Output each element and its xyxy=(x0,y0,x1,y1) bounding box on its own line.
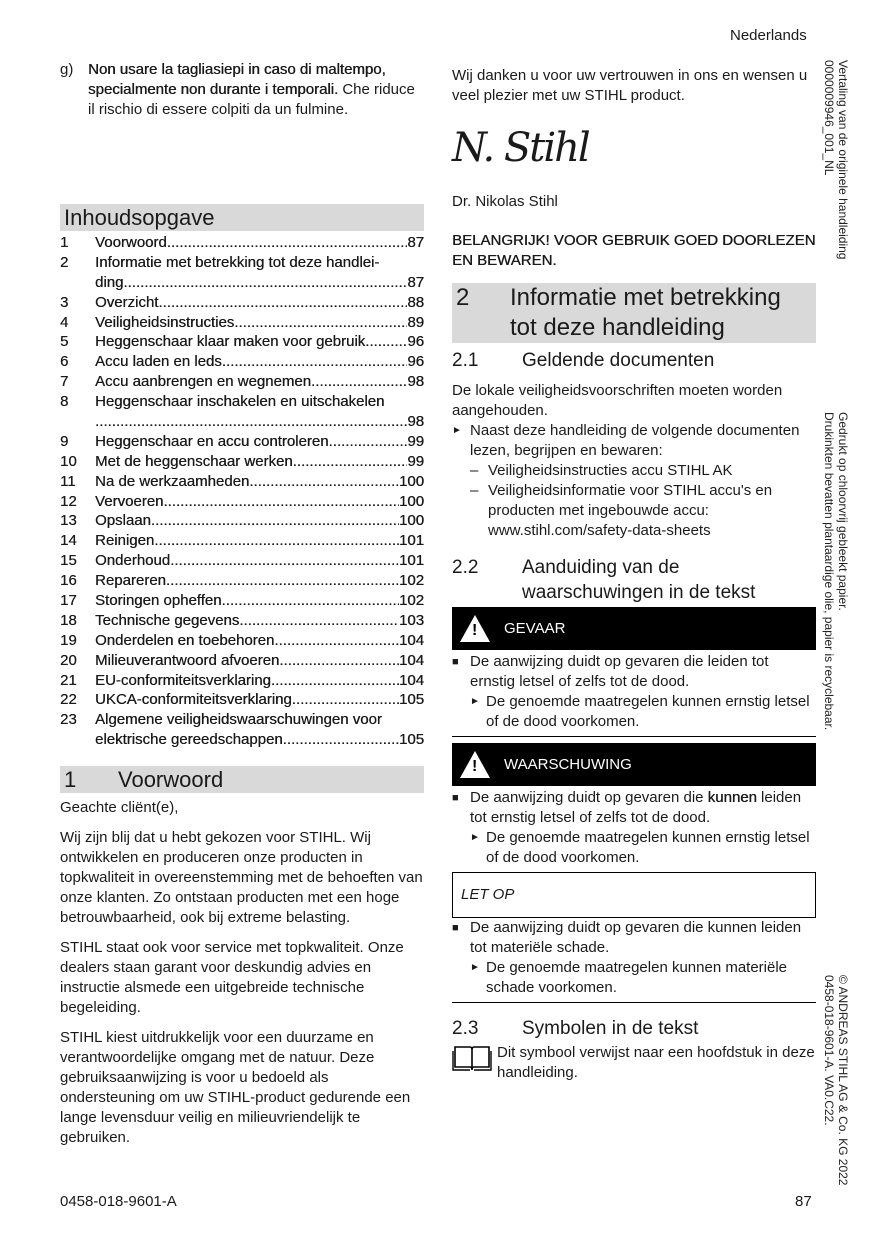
arrow-bullet-icon: ► xyxy=(470,696,480,707)
toc-number: 22 xyxy=(60,691,77,709)
section-1-body xyxy=(60,798,424,1158)
toc-number: 2 xyxy=(60,253,69,271)
toc-leader xyxy=(239,611,399,631)
toc-page: 100 xyxy=(398,472,424,490)
toc-leader xyxy=(166,571,399,591)
subsection-title: Symbolen in de tekst xyxy=(522,1018,699,1039)
toc-title: Veiligheidsinstructies xyxy=(95,313,235,331)
section-number: 2 xyxy=(456,284,470,311)
toc-title: Repareren xyxy=(95,572,166,590)
toc-leader xyxy=(95,412,407,432)
toc-entry[interactable] xyxy=(60,293,424,313)
toc-entry-continuation[interactable] xyxy=(60,730,424,750)
signature: N. Stihl xyxy=(452,125,589,171)
toc-title: Reinigen xyxy=(95,532,155,550)
toc-entry[interactable] xyxy=(60,432,424,452)
subsection-number: 2.1 xyxy=(452,350,479,371)
toc-page: 87 xyxy=(407,234,424,251)
toc-title: Met de heggenschaar werken xyxy=(95,452,293,470)
toc-page: 98 xyxy=(407,413,424,431)
sub-text: De genoemde maatregelen kunnen materiële schade voorkomen. xyxy=(486,959,788,996)
toc-leader xyxy=(222,352,408,372)
toc-title: Onderhoud xyxy=(95,552,171,570)
toc-entry[interactable] xyxy=(60,631,424,651)
toc-leader xyxy=(274,631,399,651)
toc-number: 6 xyxy=(60,353,69,371)
toc-page: 96 xyxy=(407,353,424,371)
toc-title: Accu laden en leds xyxy=(95,353,222,371)
paragraph: STIHL kiest uitdrukkelijk voor een duurzame en verantwoordelijke omgang met de natuur. Deze gebruiksaanwijzing is voor u bedoeld als ondersteuning om uw STIHL-product gedurende een lange levensduur veilig en milieuvriendelijk te gebruiken. xyxy=(60,1029,411,1146)
item-text: Che riduce il rischio di essere colpiti da un fulmine. xyxy=(88,81,415,118)
sub-text: De genoemde maatregelen kunnen ernstig letsel of de dood voorkomen. xyxy=(486,693,810,730)
square-bullet-icon: ■ xyxy=(452,922,459,934)
bullet-text: De aanwijzing duidt op gevaren die xyxy=(470,789,708,806)
toc-entry[interactable] xyxy=(60,571,424,591)
sub-text: De genoemde maatregelen kunnen ernstig letsel of de dood voorkomen. xyxy=(486,829,810,866)
toc-title: Overzicht xyxy=(95,293,159,311)
danger-label: GEVAAR xyxy=(504,619,566,637)
toc-page: 100 xyxy=(398,512,424,530)
signer-name: Dr. Nikolas Stihl xyxy=(452,193,558,210)
toc-leader xyxy=(249,472,399,492)
toc-number: 13 xyxy=(60,512,77,530)
toc-page: 101 xyxy=(398,532,424,550)
toc-leader xyxy=(222,591,399,611)
toc-leader xyxy=(154,531,399,551)
toc-title: UKCA-conformiteitsverklaring xyxy=(95,691,292,709)
toc-number: 4 xyxy=(60,313,69,331)
toc-title: Onderdelen en toebehoren xyxy=(95,631,275,649)
toc-leader xyxy=(311,372,407,392)
warning-triangle-icon: ! xyxy=(460,751,490,778)
section-1-heading xyxy=(60,766,424,793)
toc-page: 104 xyxy=(398,651,424,669)
toc-number: 1 xyxy=(60,234,69,251)
toc-title: Opslaan xyxy=(95,512,151,530)
toc-entry[interactable] xyxy=(60,372,424,392)
toc-entry[interactable] xyxy=(60,313,424,333)
toc-page: 87 xyxy=(407,273,424,291)
warning-label: WAARSCHUWING xyxy=(504,755,632,773)
toc-number: 11 xyxy=(60,472,76,490)
dash-item: Veiligheidsinstructies accu STIHL AK xyxy=(488,462,733,479)
toc-title: Na de werkzaamheden xyxy=(95,472,250,490)
toc-page: 99 xyxy=(407,452,424,470)
toc-number: 16 xyxy=(60,572,77,590)
section-title: Voorwoord xyxy=(118,767,224,792)
toc-leader xyxy=(151,511,399,531)
toc-number: 14 xyxy=(60,532,77,550)
section-2-heading xyxy=(452,283,816,343)
toc-leader xyxy=(328,432,407,452)
toc-entry[interactable] xyxy=(60,671,424,691)
toc-page: 105 xyxy=(398,691,424,709)
toc-leader xyxy=(279,651,399,671)
toc-leader xyxy=(283,730,399,750)
toc-entry[interactable] xyxy=(60,332,424,352)
toc-entry-continuation[interactable] xyxy=(60,412,424,432)
toc-entry[interactable] xyxy=(60,690,424,710)
toc-entry[interactable] xyxy=(60,710,424,730)
page-number: 87 xyxy=(795,1193,812,1210)
toc-title: Milieuverantwoord afvoeren xyxy=(95,651,280,669)
subsection-title: Aanduiding van de waarschuwingen in de tekst xyxy=(522,557,756,603)
toc-page: 104 xyxy=(398,631,424,649)
section-2-1 xyxy=(452,348,816,541)
subsection-number: 2.2 xyxy=(452,557,479,578)
bullet-text: De aanwijzing duidt op gevaren die kunnen leiden tot materiële schade. xyxy=(470,919,802,956)
bullet-emphasis: kunnen xyxy=(707,789,757,806)
toc-entry[interactable] xyxy=(60,233,424,253)
toc-title: Storingen opheffen xyxy=(95,592,222,610)
toc-leader xyxy=(167,233,408,253)
toc-title: Vervoeren xyxy=(95,492,164,510)
toc-page: 96 xyxy=(407,333,424,351)
bullet-text: Naast deze handleiding de volgende documenten lezen, begrijpen en bewaren: xyxy=(470,422,800,459)
toc-entry[interactable] xyxy=(60,611,424,631)
important-note: BELANGRIJK! VOOR GEBRUIK GOED DOORLEZEN EN BEWAREN. xyxy=(452,232,816,269)
item-label: g) xyxy=(60,61,74,78)
book-symbol-text: Dit symbool verwijst naar een hoofdstuk in deze handleiding. xyxy=(497,1044,815,1081)
toc-number: 3 xyxy=(60,293,69,311)
toc-number: 18 xyxy=(60,611,77,629)
section-number: 1 xyxy=(64,767,77,792)
section-title: Informatie met betrekking tot deze handleiding xyxy=(510,284,781,341)
toc-title: Accu aanbrengen en wegnemen xyxy=(95,373,311,391)
toc-page: 89 xyxy=(407,313,424,331)
toc-entry-continuation[interactable] xyxy=(60,273,424,293)
toc-title: Informatie met betrekking tot deze handlei- xyxy=(95,253,380,271)
paragraph: De lokale veiligheidsvoorschriften moeten worden aangehouden. xyxy=(452,382,783,419)
toc-leader xyxy=(271,671,399,691)
toc-number: 5 xyxy=(60,333,69,351)
toc-entry[interactable] xyxy=(60,591,424,611)
toc-title: Heggenschaar inschakelen en uitschakelen xyxy=(95,393,385,411)
table-of-contents xyxy=(60,233,424,750)
warning-block xyxy=(452,743,816,873)
intro-item xyxy=(60,60,424,120)
paragraph: Wij zijn blij dat u hebt gekozen voor STIHL. Wij ontwikkelen en produceren onze producten in topkwaliteit in overeenstemming met de behoeften van onze klanten. Zo ontstaan producten met een hoge betrouwbaarheid, ook bij extreme belasting. xyxy=(60,829,423,926)
toc-number: 15 xyxy=(60,552,77,570)
arrow-bullet-icon: ► xyxy=(470,832,480,843)
toc-leader xyxy=(369,332,407,352)
toc-number xyxy=(60,412,95,432)
square-bullet-icon: ■ xyxy=(452,656,459,668)
subsection-title: Geldende documenten xyxy=(522,350,715,371)
notice-label: LET OP xyxy=(452,872,816,918)
toc-entry[interactable] xyxy=(60,452,424,472)
toc-entry[interactable] xyxy=(60,531,424,551)
toc-number: 10 xyxy=(60,452,77,470)
toc-leader xyxy=(123,273,407,293)
toc-number: 17 xyxy=(60,592,77,610)
language-label: Nederlands xyxy=(730,27,807,44)
toc-heading: Inhoudsopgave xyxy=(60,204,424,231)
toc-title: Technische gegevens xyxy=(95,611,240,629)
toc-number xyxy=(60,273,95,293)
subsection-number: 2.3 xyxy=(452,1018,479,1039)
thanks-text: Wij danken u voor uw vertrouwen in ons en wensen u veel plezier met uw STIHL product. xyxy=(452,67,808,104)
bullet-text: leiden tot ernstig letsel of zelfs tot de dood. xyxy=(470,789,802,826)
toc-leader xyxy=(234,313,407,333)
paragraph: STIHL staat ook voor service met topkwaliteit. Onze dealers staan garant voor deskundig advies en instructie alsmede een uitgebreide technische begeleiding. xyxy=(60,939,404,1016)
toc-title: Voorwoord xyxy=(95,234,167,251)
toc-entry[interactable] xyxy=(60,253,424,273)
toc-entry[interactable] xyxy=(60,551,424,571)
danger-block xyxy=(452,607,816,737)
toc-number: 21 xyxy=(60,671,77,689)
warning-triangle-icon: ! xyxy=(460,615,490,642)
toc-number xyxy=(60,730,95,750)
toc-leader xyxy=(293,452,408,472)
toc-page: 102 xyxy=(398,572,424,590)
toc-title: Heggenschaar klaar maken voor gebruik. xyxy=(95,333,370,351)
bullet-text: De aanwijzing duidt op gevaren die leiden tot ernstig letsel of zelfs tot de dood. xyxy=(470,653,769,690)
dash-icon: – xyxy=(470,482,479,499)
paragraph: Geachte cliënt(e), xyxy=(60,799,179,816)
square-bullet-icon: ■ xyxy=(452,792,459,804)
toc-title: Heggenschaar en accu controleren xyxy=(95,432,329,450)
toc-number: 23 xyxy=(60,711,77,729)
toc-title: ding xyxy=(95,273,124,291)
toc-number: 7 xyxy=(60,373,69,391)
toc-leader xyxy=(158,293,407,313)
toc-entry[interactable] xyxy=(60,511,424,531)
toc-leader xyxy=(292,690,399,710)
arrow-bullet-icon: ► xyxy=(452,425,462,436)
toc-number: 19 xyxy=(60,631,77,649)
toc-page: 105 xyxy=(398,731,424,749)
item-bold: Non usare la tagliasiepi in caso di maltempo, specialmente non durante i temporali. xyxy=(88,61,386,98)
toc-entry[interactable] xyxy=(60,472,424,492)
toc-page: 99 xyxy=(407,432,424,450)
toc-title: EU-conformiteitsverklaring xyxy=(95,671,271,689)
dash-item: Veiligheidsinformatie voor STIHL accu's en producten met ingebouwde accu: www.stihl.com/safety-data-sheets xyxy=(488,482,773,539)
notice-block xyxy=(452,872,816,1003)
toc-entry[interactable] xyxy=(60,651,424,671)
toc-page: 88 xyxy=(407,293,424,311)
toc-page: 102 xyxy=(398,592,424,610)
dash-icon: – xyxy=(470,462,479,479)
margin-translation: Vertaling van de originele handleiding 0000009946_001_NL xyxy=(822,60,850,260)
toc-page: 101 xyxy=(398,552,424,570)
toc-title: Algemene veiligheidswaarschuwingen voor xyxy=(95,711,382,729)
toc-number: 8 xyxy=(60,393,69,411)
toc-page: 103 xyxy=(398,611,424,629)
toc-number: 12 xyxy=(60,492,77,510)
toc-title: elektrische gereedschappen xyxy=(95,731,283,749)
toc-leader xyxy=(170,551,399,571)
section-2-2 xyxy=(452,555,816,605)
footer-doc-number: 0458-018-9601-A xyxy=(60,1193,177,1210)
margin-print-info: Gedrukt op chloorvrij gebleekt papier. Drukinkten bevatten plantaardige olie, papier is recyclebaar. xyxy=(822,412,850,731)
toc-page: 104 xyxy=(398,671,424,689)
toc-number: 9 xyxy=(60,432,69,450)
section-2-3 xyxy=(452,1016,816,1083)
toc-number: 20 xyxy=(60,651,77,669)
toc-leader xyxy=(163,492,399,512)
toc-page: 100 xyxy=(398,492,424,510)
toc-page: 98 xyxy=(407,373,424,391)
toc-entry[interactable] xyxy=(60,392,424,412)
arrow-bullet-icon: ► xyxy=(470,962,480,973)
toc-entry[interactable] xyxy=(60,492,424,512)
book-icon xyxy=(452,1043,492,1073)
margin-copyright: © ANDREAS STIHL AG & Co. KG 2022 0458-018-9601-A. VA0.C22. xyxy=(822,975,850,1186)
toc-entry[interactable] xyxy=(60,352,424,372)
